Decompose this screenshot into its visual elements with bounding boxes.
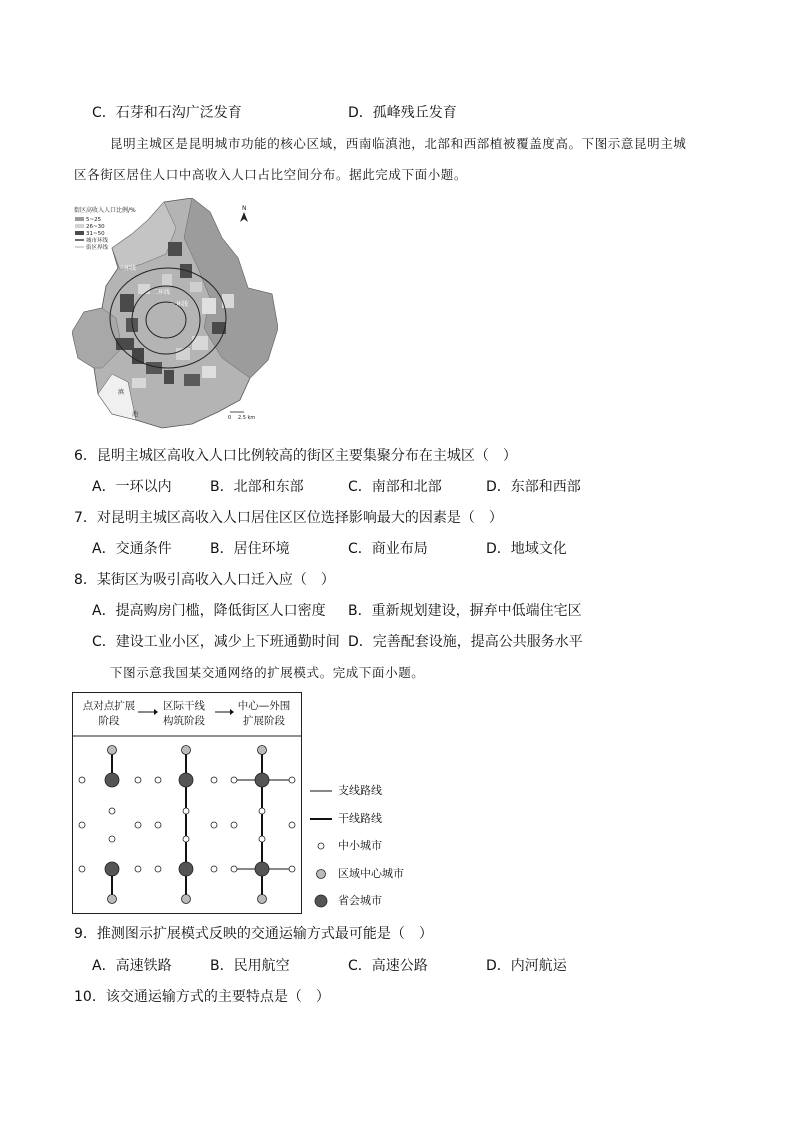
svg-text:城市环线: 城市环线 <box>86 238 109 244</box>
intro-paragraph-2: 下图示意我国某交通网络的扩展模式。完成下面小题。 <box>110 665 425 680</box>
question-7-stem: 7．对昆明主城区高收入人口居住区区位选择影响最大的因素是（ ） <box>74 510 503 526</box>
q6-option-c: C．南部和北部 <box>348 479 442 495</box>
q7-option-b: B．居住环境 <box>210 541 290 557</box>
question-6-stem: 6．昆明主城区高收入人口比例较高的街区主要集聚分布在主城区（ ） <box>74 448 517 464</box>
q6-option-a: A．一环以内 <box>92 479 172 495</box>
ring-label-1a: 二环线 <box>152 289 171 296</box>
question-8-stem: 8．某街区为吸引高收入人口迁入应（ ） <box>74 572 335 588</box>
ring-label-1: 一环线 <box>170 301 189 308</box>
question-9-stem: 9．推测图示扩展模式反映的交通运输方式最可能是（ ） <box>74 926 433 942</box>
q9-option-b: B．民用航空 <box>210 958 290 974</box>
svg-text:街区界线: 街区界线 <box>86 245 109 251</box>
stage1-line1: 点对点扩展 <box>82 700 136 712</box>
lake-label-chi: 池 <box>132 411 139 418</box>
legend-trunk-line: 干线路线 <box>310 812 382 826</box>
legend-provincial-capital: 省会城市 <box>310 894 382 908</box>
svg-text:5~25: 5~25 <box>86 217 102 223</box>
stage2-line2: 构筑阶段 <box>163 715 205 727</box>
q7-option-a: A．交通条件 <box>92 541 172 557</box>
legend-regional-center: 区域中心城市 <box>310 867 404 881</box>
intro-paragraph-line2: 区各街区居住人口中高收入人口占比空间分布。据此完成下面小题。 <box>74 167 468 182</box>
q6-option-d: D．东部和西部 <box>486 479 581 495</box>
ring-label-2: 二环线 <box>118 265 137 272</box>
stage3-line2: 扩展阶段 <box>243 715 285 727</box>
stage2-line1: 区际干线 <box>163 700 205 712</box>
trunk-line-icon <box>310 812 332 826</box>
intro-paragraph-line1: 昆明主城区是昆明城市功能的核心区域，西南临滇池，北部和西部植被覆盖度高。下图示意昆明主城 <box>110 136 687 151</box>
legend-branch-line: 支线路线 <box>310 784 382 798</box>
provincial-capital-icon <box>310 894 332 908</box>
svg-text:0: 0 <box>228 415 232 421</box>
q8-option-a: A．提高购房门槛，降低街区人口密度 <box>92 603 326 619</box>
q9-option-d: D．内河航运 <box>486 958 567 974</box>
prev-option-c: C．石芽和石沟广泛发育 <box>92 105 242 121</box>
svg-text:2.5 km: 2.5 km <box>238 415 256 421</box>
stage1-line2: 阶段 <box>98 715 120 727</box>
q8-option-b: B．重新规划建设，摒弃中低端住宅区 <box>348 603 582 619</box>
q8-option-c: C．建设工业小区，减少上下班通勤时间 <box>92 634 340 650</box>
q6-option-b: B．北部和东部 <box>210 479 304 495</box>
network-expansion-diagram <box>72 692 302 914</box>
svg-text:26~30: 26~30 <box>86 224 105 230</box>
question-10-stem: 10．该交通运输方式的主要特点是（ ） <box>74 989 330 1005</box>
svg-text:N: N <box>242 205 247 212</box>
legend-small-city: 中小城市 <box>310 839 382 853</box>
q7-option-d: D．地域文化 <box>486 541 567 557</box>
kunming-income-map <box>72 198 278 430</box>
branch-line-icon <box>310 784 332 798</box>
svg-text:街区高收入人口比例/%: 街区高收入人口比例/% <box>74 207 136 214</box>
regional-center-icon <box>310 867 332 881</box>
prev-option-d: D．孤峰残丘发育 <box>348 105 457 121</box>
lake-label-dian: 滇 <box>118 389 125 396</box>
stage3-line1: 中心—外围 <box>237 700 291 712</box>
q9-option-c: C．高速公路 <box>348 958 428 974</box>
q8-option-d: D．完善配套设施，提高公共服务水平 <box>348 634 583 650</box>
svg-text:31~50: 31~50 <box>86 231 105 237</box>
small-city-icon <box>310 839 332 853</box>
q9-option-a: A．高速铁路 <box>92 958 172 974</box>
q7-option-c: C．商业布局 <box>348 541 428 557</box>
